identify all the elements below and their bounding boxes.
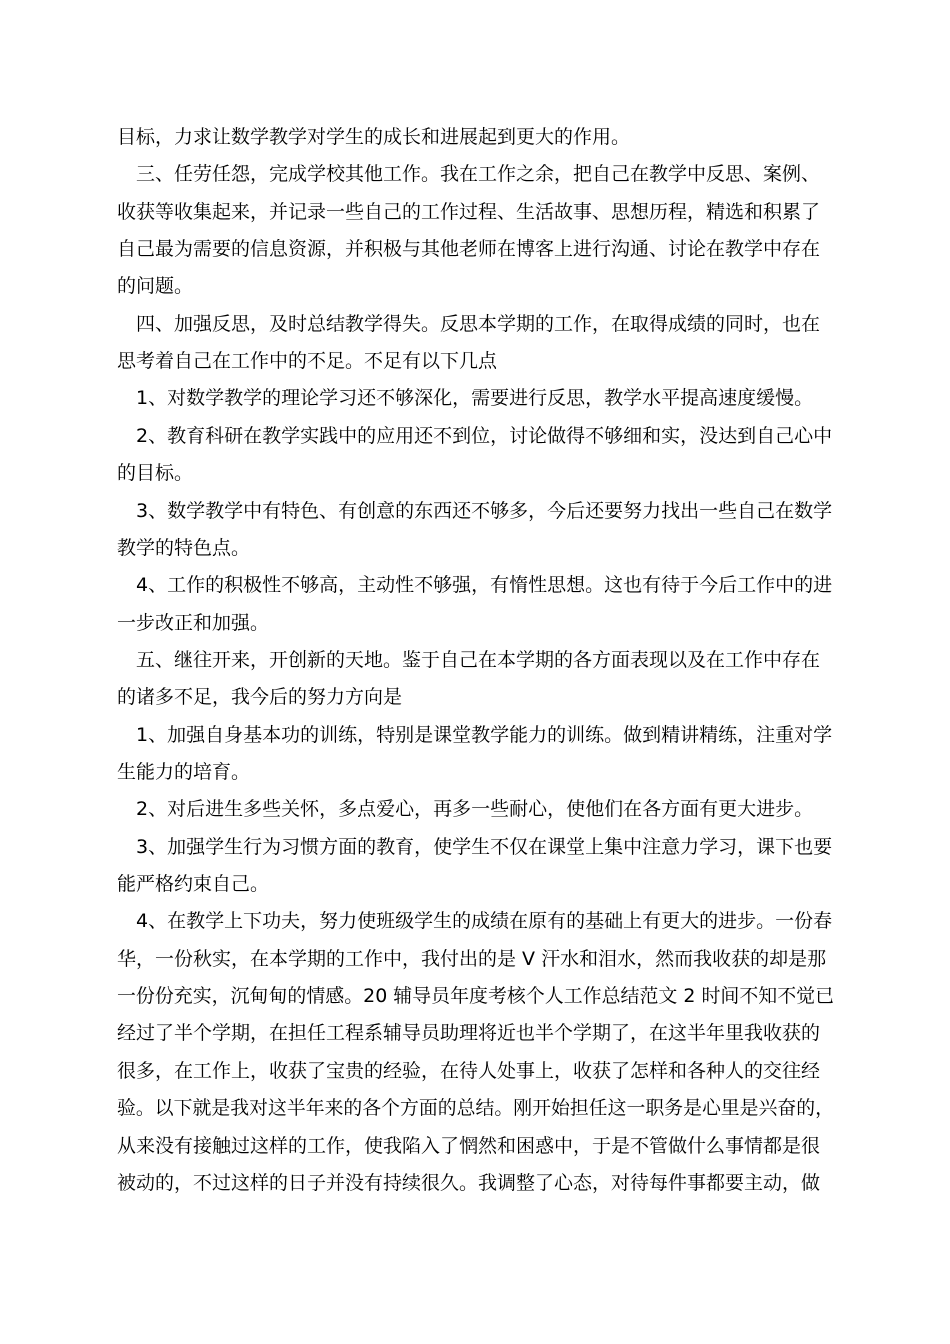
text-line: 生能力的培育。 [117,761,251,783]
text-line: 的诸多不足，我今后的努力方向是 [117,686,403,708]
text-line: 验。以下就是我对这半年来的各个方面的总结。刚开始担任这一职务是心里是兴奋的， [117,1097,835,1119]
text-line: 4、在教学上下功夫，努力使班级学生的成绩在原有的基础上有更大的进步。一份春 [136,910,833,932]
text-line: 目标，力求让数学教学对学生的成长和进展起到更大的作用。 [117,126,631,148]
text-line: 2、对后进生多些关怀，多点爱心，再多一些耐心，使他们在各方面有更大进步。 [136,798,814,820]
text-line: 2、教育科研在教学实践中的应用还不到位，讨论做得不够细和实，没达到自己心中 [136,425,833,447]
text-line: 思考着自己在工作中的不足。不足有以下几点 [117,350,498,372]
text-line: 教学的特色点。 [117,537,251,559]
text-line: 华，一份秋实，在本学期的工作中，我付出的是 V 汗水和泪水，然而我收获的却是那 [117,948,827,970]
text-line: 3、数学教学中有特色、有创意的东西还不够多，今后还要努力找出一些自己在数学 [136,500,833,522]
text-line: 一步改正和加强。 [117,612,270,634]
text-line: 一份份充实，沉甸甸的情感。20 辅导员年度考核个人工作总结范文 2 时间不知不觉已 [117,985,835,1007]
text-line: 四、加强反思，及时总结教学得失。反思本学期的工作，在取得成绩的同时，也在 [136,313,821,335]
text-line: 的问题。 [117,275,194,297]
text-line: 1、加强自身基本功的训练，特别是课堂教学能力的训练。做到精讲精练，注重对学 [136,724,833,746]
text-line: 3、加强学生行为习惯方面的教育，使学生不仅在课堂上集中注意力学习，课下也要 [136,836,833,858]
text-line: 4、工作的积极性不够高，主动性不够强，有惰性思想。这也有待于今后工作中的进 [136,574,833,596]
text-line: 很多，在工作上，收获了宝贵的经验，在待人处事上，收获了怎样和各种人的交往经 [117,1060,821,1082]
text-line: 从来没有接触过这样的工作，使我陷入了惘然和困惑中，于是不管做什么事情都是很 [117,1135,821,1157]
text-line: 收获等收集起来，并记录一些自己的工作过程、生活故事、思想历程，精选和积累了 [117,201,821,223]
text-line: 自己最为需要的信息资源，并积极与其他老师在博客上进行沟通、讨论在教学中存在 [117,238,821,260]
text-line: 三、任劳任怨，完成学校其他工作。我在工作之余，把自己在教学中反思、案例、 [136,163,821,185]
text-line: 能严格约束自己。 [117,873,270,895]
text-line: 1、对数学教学的理论学习还不够深化，需要进行反思，教学水平提高速度缓慢。 [136,387,814,409]
text-line: 的目标。 [117,462,194,484]
text-line: 五、继往开来，开创新的天地。鉴于自己在本学期的各方面表现以及在工作中存在 [136,649,821,671]
text-line: 经过了半个学期，在担任工程系辅导员助理将近也半个学期了，在这半年里我收获的 [117,1022,821,1044]
text-line: 被动的，不过这样的日子并没有持续很久。我调整了心态，对待每件事都要主动，做 [117,1172,821,1194]
